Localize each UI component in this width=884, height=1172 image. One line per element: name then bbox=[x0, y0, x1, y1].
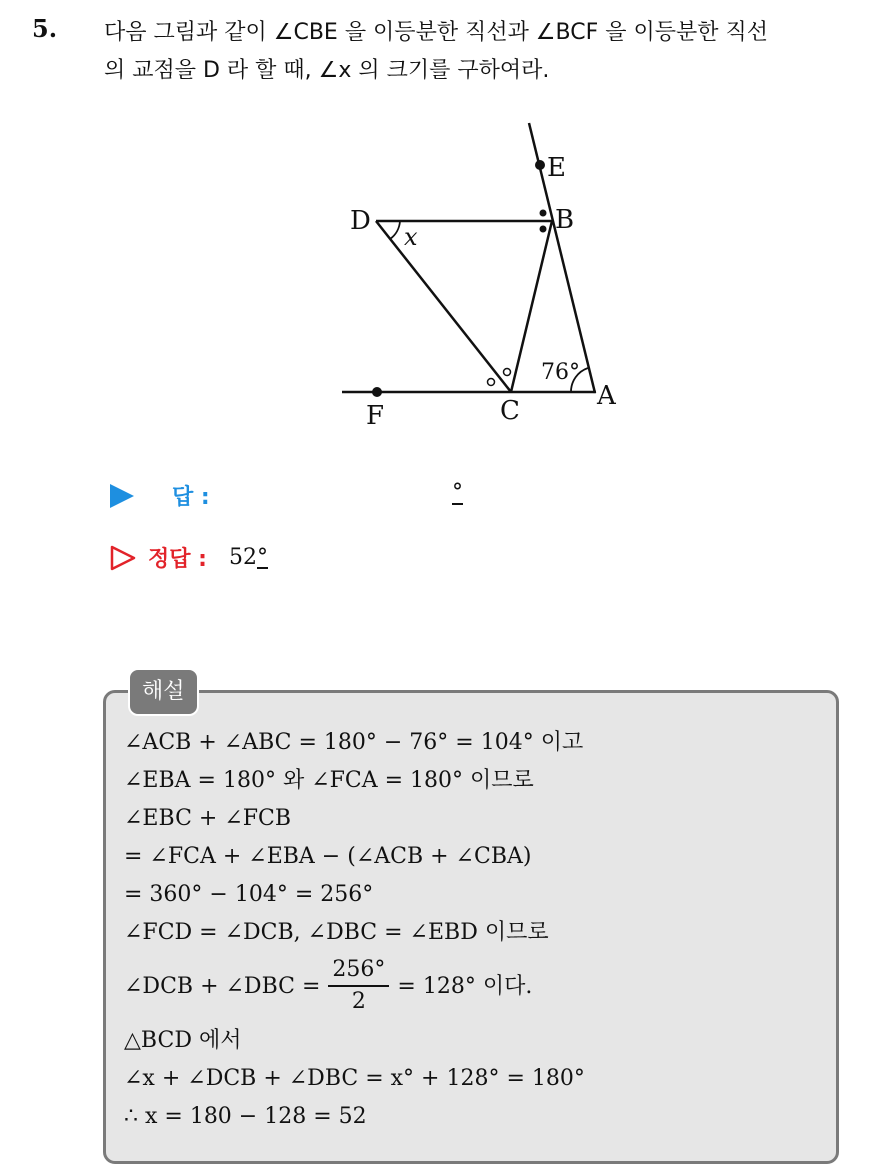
solution-line-3: ∠EBC + ∠FCB bbox=[124, 806, 292, 831]
solution-line-2: ∠EBA = 180° 와 ∠FCA = 180° 이므로 bbox=[124, 768, 534, 793]
correct-row bbox=[110, 542, 268, 573]
fraction-denominator: 2 bbox=[351, 989, 366, 1014]
fraction-suffix: = 128° 이다. bbox=[397, 974, 533, 999]
geometry-diagram bbox=[330, 115, 630, 435]
correct-value bbox=[229, 545, 268, 570]
label-C: C bbox=[500, 396, 520, 426]
angle-mark-C-right bbox=[504, 369, 511, 376]
point-E bbox=[535, 160, 545, 170]
angle-mark-B-lower bbox=[540, 226, 547, 233]
answer-blank[interactable] bbox=[452, 480, 463, 505]
angle-arc-x bbox=[390, 221, 400, 239]
solution-line-4: = ∠FCA + ∠EBA − (∠ACB + ∠CBA) bbox=[124, 844, 532, 869]
question-text bbox=[104, 14, 874, 90]
fraction bbox=[328, 957, 389, 1017]
solution-line-8: ∠x + ∠DCB + ∠DBC = x° + 128° = 180° bbox=[124, 1066, 585, 1091]
correct-unit: ° bbox=[256, 545, 268, 570]
solution-line-9: ∴ x = 180 − 128 = 52 bbox=[124, 1104, 367, 1129]
angle-mark-C-left bbox=[488, 379, 495, 386]
fraction-prefix: ∠DCB + ∠DBC = bbox=[124, 974, 321, 999]
question-number: 5. bbox=[32, 14, 58, 43]
correct-marker-icon bbox=[110, 545, 136, 571]
question-line-1: 다음 그림과 같이 ∠CBE 을 이등분한 직선과 ∠BCF 을 이등분한 직선 bbox=[104, 20, 768, 45]
solution-line-7: △BCD 에서 bbox=[124, 1028, 242, 1053]
solution-line-6: ∠FCD = ∠DCB, ∠DBC = ∠EBD 이므로 bbox=[124, 920, 549, 945]
label-D: D bbox=[350, 206, 371, 236]
point-F bbox=[372, 387, 382, 397]
question-line-2: 의 교점을 D 라 할 때, ∠x 의 크기를 구하여라. bbox=[104, 58, 550, 83]
answer-label: 답 : bbox=[172, 485, 210, 510]
segment-DC bbox=[376, 221, 511, 392]
label-F: F bbox=[366, 401, 385, 431]
geometry-figure bbox=[330, 115, 630, 435]
answer-unit: ° bbox=[452, 480, 463, 505]
solution-fraction-line bbox=[124, 952, 824, 1022]
fraction-numerator: 256° bbox=[328, 957, 389, 987]
solution-line-1: ∠ACB + ∠ABC = 180° − 76° = 104° 이고 bbox=[124, 730, 584, 755]
solution-line-5: = 360° − 104° = 256° bbox=[124, 882, 374, 907]
solution-lines bbox=[124, 724, 824, 1136]
label-76: 76° bbox=[541, 360, 580, 385]
correct-number: 52 bbox=[228, 545, 257, 570]
answer-row bbox=[110, 480, 210, 511]
correct-label: 정답 : bbox=[148, 547, 207, 572]
angle-mark-B-upper bbox=[540, 210, 547, 217]
label-B: B bbox=[555, 205, 575, 235]
label-A: A bbox=[597, 381, 616, 411]
solution-tab: 해설 bbox=[128, 668, 199, 716]
label-x: x bbox=[404, 223, 418, 251]
label-E: E bbox=[547, 153, 566, 183]
answer-marker-icon bbox=[110, 484, 134, 508]
